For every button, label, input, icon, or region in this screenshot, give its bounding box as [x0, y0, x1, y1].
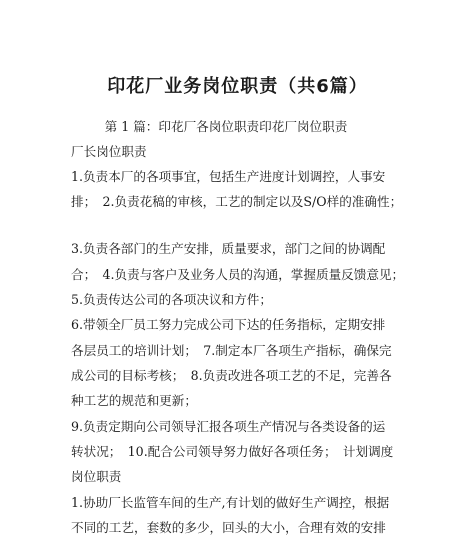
- body-line: 1.负责本厂的各项事宜，包括生产进度计划调控，人事安: [71, 169, 386, 184]
- body-line: 各层员工的培训计划； 7.制定本厂各项生产指标，确保完: [71, 343, 392, 358]
- document-title: 印花厂业务岗位职责（共6篇）: [107, 76, 368, 97]
- body-line: 合； 4.负责与客户及业务人员的沟通，掌握质量反馈意见；: [71, 267, 405, 282]
- body-line: 转状况； 10.配合公司领导努力做好各项任务； 计划调度: [71, 444, 394, 459]
- body-line: 排； 2.负责花稿的审核，工艺的制定以及S/O样的准确性；: [71, 194, 403, 209]
- body-line: 5.负责传达公司的各项决议和方件；: [71, 292, 272, 307]
- section-heading: 第 1 篇：印花厂各岗位职责印花厂岗位职责: [92, 119, 348, 134]
- body-line: 9.负责定期向公司领导汇报各项生产情况与各类设备的运: [71, 419, 386, 434]
- role-heading: 岗位职责: [71, 469, 122, 484]
- body-line: 1.协助厂长监管车间的生产,有计划的做好生产调控，根据: [71, 495, 390, 510]
- body-line: 种工艺的规范和更新；: [71, 393, 197, 408]
- body-line: 3.负责各部门的生产安排，质量要求，部门之间的协调配: [71, 241, 386, 256]
- body-line: 不同的工艺，套数的多少，回头的大小，合理有效的安排: [71, 520, 386, 535]
- body-line: 成公司的目标考核； 8.负责改进各项工艺的不足，完善各: [71, 368, 392, 383]
- body-line: 6.带领全厂员工努力完成公司下达的任务指标，定期安排: [71, 317, 386, 332]
- role-heading: 厂长岗位职责: [71, 144, 147, 159]
